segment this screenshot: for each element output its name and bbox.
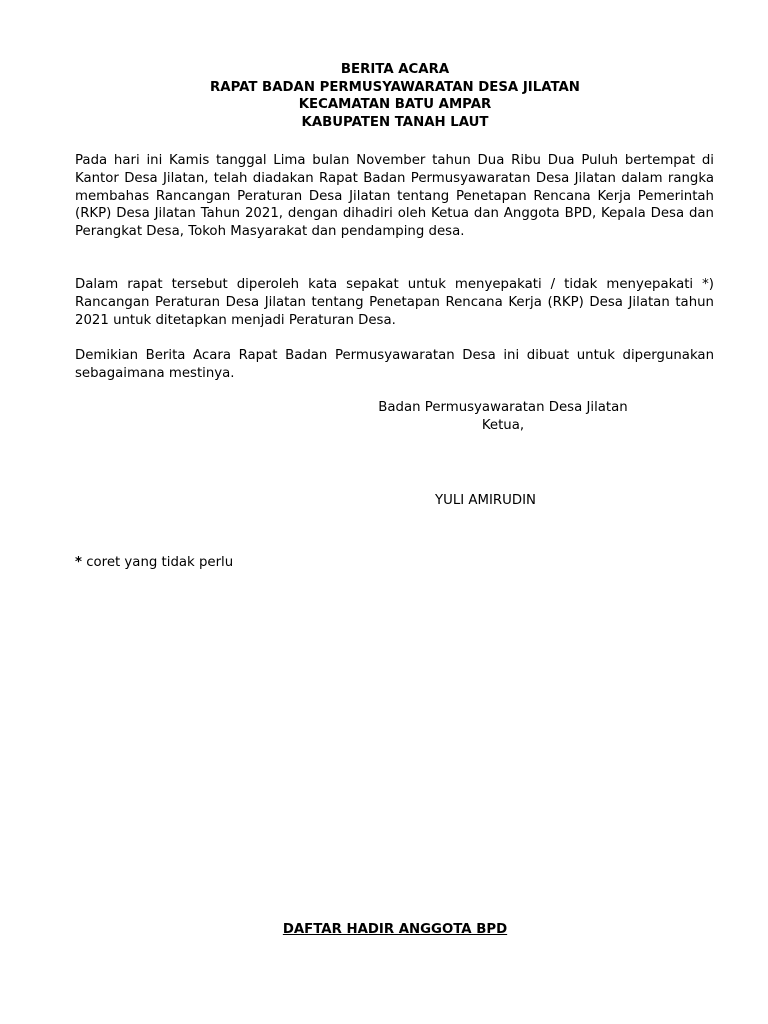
header-district: KECAMATAN BATU AMPAR bbox=[298, 97, 492, 112]
paragraph-closing: Demikian Berita Acara Rapat Badan Permusyawaratan Desa ini dibuat untuk dipergunakan sebagaimana mestinya. bbox=[75, 348, 714, 381]
header-title: BERITA ACARA bbox=[340, 62, 450, 77]
signature-role: Ketua, bbox=[481, 418, 525, 433]
footnote-marker: * bbox=[75, 555, 82, 570]
header-regency: KABUPATEN TANAH LAUT bbox=[301, 114, 489, 130]
header-meeting: RAPAT BADAN PERMUSYAWARATAN DESA JILATAN bbox=[210, 79, 580, 95]
document-header bbox=[0, 61, 768, 131]
signature-name: YULI AMIRUDIN bbox=[435, 493, 536, 508]
signature-organization: Badan Permusyawaratan Desa Jilatan bbox=[378, 400, 628, 415]
paragraph-agreement: Dalam rapat tersebut diperoleh kata sepakat untuk menyepakati / tidak menyepakati *) Rancangan Peraturan Desa Jilatan tentang Penetapan Rencana Kerja (RKP) Desa Jilatan tahun 2021 untuk ditetapkan menjadi Peraturan Desa. bbox=[75, 277, 714, 328]
footnote-text: coret yang tidak perlu bbox=[81, 555, 234, 570]
paragraph-opening: Pada hari ini Kamis tanggal Lima bulan November tahun Dua Ribu Dua Puluh bertempat di Kantor Desa Jilatan, telah diadakan Rapat Badan Permusyawaratan Desa Jilatan dalam rangka membahas Rancangan Peraturan Desa Jilatan tentang Penetapan Rencana Kerja Pemerintah (RKP) Desa Jilatan Tahun 2021, dengan dihadiri oleh Ketua dan Anggota BPD, Kepala Desa dan Perangkat Desa, Tokoh Masyarakat dan pendamping desa. bbox=[75, 153, 714, 240]
footnote bbox=[75, 555, 233, 570]
attendance-list-title: DAFTAR HADIR ANGGOTA BPD bbox=[282, 922, 508, 937]
